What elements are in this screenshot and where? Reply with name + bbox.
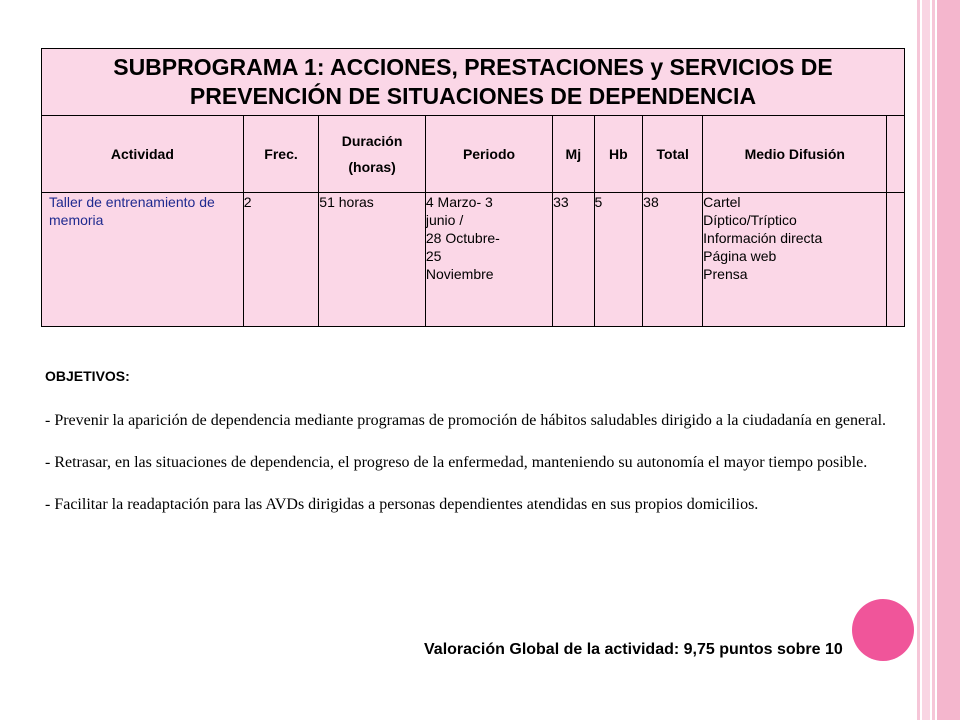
header-hb: Hb (594, 116, 643, 193)
cell-actividad: Taller de entrenamiento de memoria (42, 193, 244, 327)
medio-line: Cartel (703, 194, 741, 210)
cell-total: 38 (643, 193, 703, 327)
border-stripe (932, 0, 935, 720)
subprogram-table (41, 48, 905, 327)
periodo-line: 28 Octubre- (425, 230, 500, 246)
cell-periodo (425, 193, 552, 327)
cell-medio-difusion (703, 193, 887, 327)
header-duracion-line1: Duración (341, 133, 403, 149)
header-mj: Mj (553, 116, 594, 193)
table-header-row (42, 116, 905, 193)
medio-line: Díptico/Tríptico (703, 212, 797, 228)
objective-item: - Facilitar la readaptación para las AVDs dirigidas a personas dependientes atendidas en sus propios domicilios. (45, 496, 759, 513)
header-duracion-line2: (horas) (348, 159, 396, 175)
cell-frec: 2 (243, 193, 319, 327)
title-line-1: SUBPROGRAMA 1: ACCIONES, PRESTACIONES y SERVICIOS DE (113, 54, 833, 80)
header-medio-difusion: Medio Difusión (703, 116, 887, 193)
periodo-line: 4 Marzo- 3 (425, 194, 493, 210)
objectives-section (45, 368, 909, 536)
cell-hb: 5 (594, 193, 643, 327)
table-title (42, 49, 905, 116)
border-stripe (922, 0, 930, 720)
objective-item: - Retrasar, en las situaciones de dependencia, el progreso de la enfermedad, manteniendo su autonomía el mayor tiempo posible. (45, 454, 868, 471)
medio-line: Página web (703, 248, 777, 264)
cell-mj: 33 (553, 193, 594, 327)
header-periodo: Periodo (425, 116, 552, 193)
decorative-circle (852, 599, 914, 661)
border-stripe (917, 0, 920, 720)
table-row (42, 193, 905, 327)
header-duracion (319, 116, 426, 193)
header-total: Total (643, 116, 703, 193)
border-stripe (937, 0, 960, 720)
periodo-line: junio / (425, 212, 464, 228)
periodo-line: 25 (425, 248, 442, 264)
cell-extra (887, 193, 905, 327)
objectives-title: OBJETIVOS: (45, 368, 130, 384)
medio-line: Información directa (703, 230, 823, 246)
global-rating: Valoración Global de la actividad: 9,75 puntos sobre 10 (424, 641, 843, 658)
title-line-2: PREVENCIÓN DE SITUACIONES DE DEPENDENCIA (189, 83, 757, 109)
header-actividad: Actividad (42, 116, 244, 193)
medio-line: Prensa (703, 266, 748, 282)
header-extra (887, 116, 905, 193)
cell-duracion: 51 horas (319, 193, 426, 327)
objective-item: - Prevenir la aparición de dependencia mediante programas de promoción de hábitos saludables dirigido a la ciudadanía en general. (45, 412, 887, 429)
header-frec: Frec. (243, 116, 319, 193)
periodo-line: Noviembre (425, 266, 494, 282)
